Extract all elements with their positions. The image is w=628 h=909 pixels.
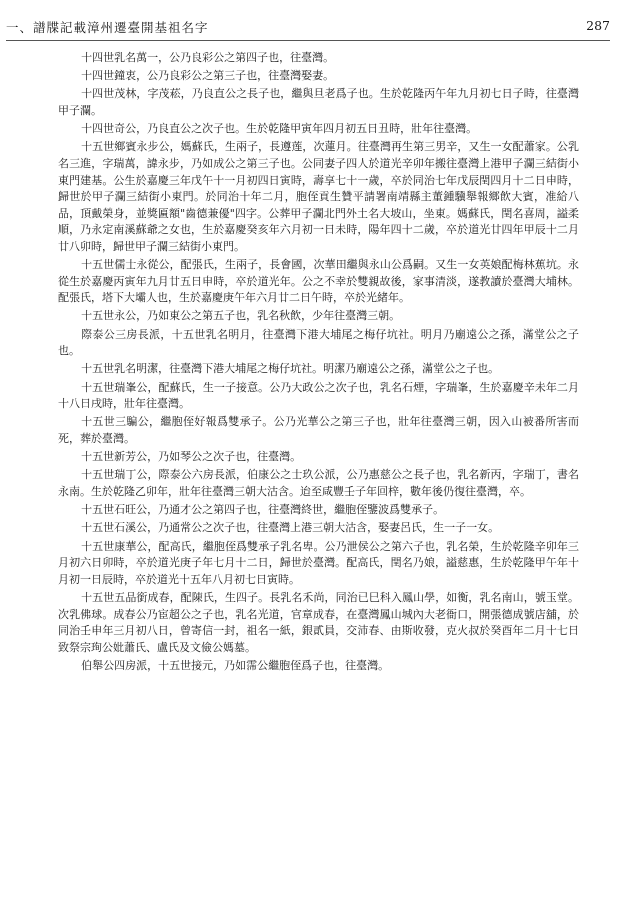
paragraph: 際泰公三房長派，十五世乳名明月，往臺灣下港大埔尾之梅仔坑社。明月乃廟遠公之孫，滿堂公之子也。 [58, 327, 579, 358]
paragraph: 十五世石旺公，乃通才公之第四子也，往臺灣終世，繼胞侄鑒波爲雙承子。 [81, 503, 445, 517]
paragraph: 十五世乳名明潔，往臺灣下港大埔尾之梅仔坑社。明潔乃廟遠公之孫，滿堂公之子也。 [81, 362, 500, 376]
genealogy-text-body [58, 50, 579, 676]
paragraph: 十四世鐘衷，公乃良彩公之第三子也，往臺灣娶妻。 [81, 69, 335, 83]
paragraph: 十五世新芳公，乃如琴公之次子也，往臺灣。 [81, 450, 302, 464]
paragraph: 十五世儒士永從公，配張氏，生兩子，長會國，次華田繼與永山公爲嗣。又生一女英娘配梅林蕉坑。永從生於嘉慶丙寅年九月廿五日申時，卒於道光年。公之不幸於雙親故後，家事清淡，遂教讀於臺灣大埔林。配張氏，塔下大壩人也，生於嘉慶庚午年六月廿二日午時，卒於光緒年。 [58, 258, 579, 305]
paragraph: 十四世奇公，乃良直公之次子也。生於乾隆甲寅年四月初五日丑時，壯年往臺灣。 [81, 122, 478, 136]
paragraph: 十五世康華公，配高氏，繼胞侄爲雙承子乳名卑。公乃泄侯公之第六子也，乳名榮，生於乾隆辛卯年三月初六日卯時，卒於道光庚子年七月十二日，歸世於臺灣。配高氏，閏名乃娘，謚慈惠，生於乾隆甲午年十月初一日辰時，卒於道光十五年八月初七日寅時。 [58, 539, 579, 586]
paragraph: 十五世石溪公，乃通常公之次子也，往臺灣上港三朝大沽含，娶妻呂氏，生一子一女。 [81, 521, 500, 535]
running-header [6, 18, 610, 41]
running-header-title: 一、譜牒記載漳州遷臺開基祖名字 [6, 20, 209, 35]
page-number: 287 [586, 18, 610, 33]
paragraph: 十五世瑞丁公，際泰公六房長派，伯康公之士玖公派，公乃惠慈公之長子也，乳名新丙，字瑞丁，書名永南。生於乾隆乙卯年，壯年往臺灣三朝大沽含。迨至咸豐壬子年回梓，數年後仍復往臺灣，卒。 [58, 468, 579, 498]
paragraph: 伯舉公四房派，十五世接元，乃如霈公繼胞侄爲子也，往臺灣。 [81, 658, 390, 672]
paragraph: 十四世茂林，字茂菘，乃良直公之長子也，繼與旦老爲子也。生於乾隆丙午年九月初七日子時，往臺灣甲子瀾。 [58, 87, 579, 117]
paragraph: 十五世永公，乃如東公之第五子也，乳名秋飲，少年往臺灣三朝。 [81, 309, 401, 323]
paragraph: 十五世五品銜成春，配陳氏，生四子。長乳名禾尚，同治已巳科入鳳山學，如衡，乳名南山，號玉堂。次乳佛球。成春公乃宦超公之子也，乳名光道，官章成春，在臺灣鳳山城內大老衙口，開張德成號店舖，於同治壬申年三月初八日，曾寄信一封，祖名一紙，銀貳員，交沛春、由斯收發，克火叔於癸酉年二月十七日致祭宗珣公妣蕭氏、盧氏及文儉公媽墓。 [58, 590, 579, 654]
paragraph: 十五世鄉賓永步公，媽蘇氏，生兩子，長遵莲，次蓮月。往臺灣再生第三男辛，又生一女配蕭家。公乳名三進，字瑞萬，諱永步，乃如成公之第三子也。公同妻子四人於道光辛卯年搬往臺灣上港甲子瀾三結街小東門建基。公生於嘉慶三年戊午十一月初四日寅時，壽享七十一歲，卒於同治七年戊辰閏四月十二日申時，歸世於甲子瀾三結街小東門。於同治十年二月，胞侄貢生贊平請署南靖縣主董鍾驥舉報鄉飲大賓，准給八品，頂戴榮身，並獎匾額"齒德兼優"四字。公葬甲子瀾北門外土名大坡山，坐東。媽蘇氏，閏名喜周，謚柔順，乃永定南溪蘇爺之女也，生於嘉慶癸亥年六月初一日未時，陽年四十二歲，卒於道光廿四年甲辰十二月廿八卯時，歸世甲子瀾三結街小東門。 [58, 140, 579, 253]
paragraph: 十四世乳名萬一，公乃良彩公之第四子也，往臺灣。 [81, 51, 335, 64]
paragraph: 十五世三騙公，繼胞侄好報爲雙承子。公乃光華公之第三子也，壯年往臺灣三朝，因入山被番所害而死，葬於臺灣。 [58, 415, 579, 445]
paragraph: 十五世瑞峯公，配蘇氏，生一子接意。公乃大政公之次子也，乳名石煙，字瑞峯，生於嘉慶辛未年二月十八日戌時，壯年往臺灣。 [58, 380, 579, 411]
